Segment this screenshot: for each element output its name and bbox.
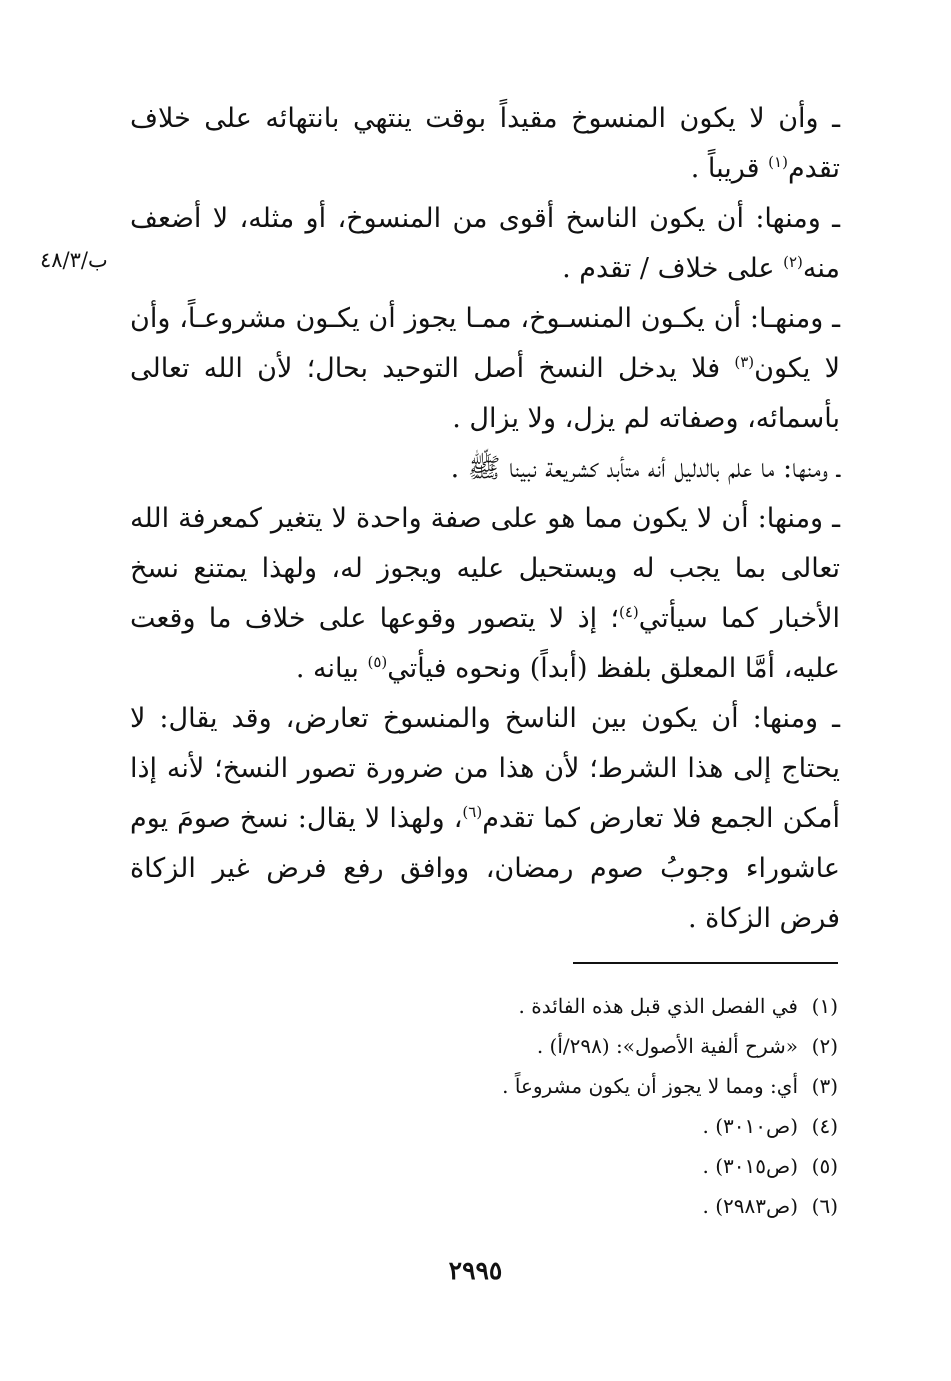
footnote-ref-5[interactable]: (٥) bbox=[367, 653, 388, 671]
footnote-ref-2[interactable]: (٢) bbox=[783, 253, 803, 271]
footnote-4: (٤) (ص٣٠١٠) . bbox=[702, 1114, 838, 1138]
paragraph-4: ـ ومنها: ما علم بالدليل أنه متأبد كشريعة نبينا ﷺ . bbox=[450, 453, 840, 484]
paragraph-6: ـ ومنها: أن يكون بين الناسخ والمنسوخ تعارض، وقد يقال: لا يحتاج إلى هذا الشرط؛ لأن هذا من ضرورة تصور النسخ؛ لأنه إذا أمكن الجمع فلا تعارض كما تقدم$^{(٦)}$، ولهذا لا يقال: نسخ صومَ يوم عاشوراء وجوبُ صوم رمضان، ووافق رفع فرض غير الزكاة فرض الزكاة . bbox=[130, 703, 840, 934]
footnote-ref-1[interactable]: (١) bbox=[768, 153, 788, 171]
footnote-ref-4[interactable]: (٤) bbox=[618, 603, 639, 621]
footnote-1: (١) في الفصل الذي قبل هذه الفائدة . bbox=[518, 994, 838, 1018]
footnote-3: (٣) أي: ومما لا يجوز أن يكون مشروعاً . bbox=[502, 1074, 838, 1098]
page-number: ٢٩٩٥ bbox=[448, 1256, 503, 1285]
footnote-5: (٥) (ص٣٠١٥) . bbox=[702, 1154, 838, 1178]
footnote-6: (٦) (ص٢٩٨٣) . bbox=[702, 1194, 838, 1218]
paragraph-3: ـ ومنهـا: أن يكـون المنسـوخ، ممـا يجوز أن يكـون مشروعـاً، وأن لا يكون$^{(٣)}$ فلا يدخل النسخ أصل التوحيد بحال؛ لأن الله تعالى بأسمائه، وصفاته لم يزل، ولا يزال . bbox=[130, 303, 840, 434]
margin-note: ب/٤٨/٣ bbox=[40, 248, 108, 272]
main-text bbox=[130, 94, 840, 944]
footnote-ref-6[interactable]: (٦) bbox=[462, 803, 483, 821]
footnote-2: (٢) «شرح ألفية الأصول»: (٢٩٨/أ) . bbox=[536, 1034, 838, 1058]
paragraph-1: ـ وأن لا يكون المنسوخ مقيداً بوقت ينتهي بانتهائه على خلاف تقدم$^{(١)}$ قريباً . bbox=[130, 103, 840, 184]
paragraph-5: ـ ومنها: أن لا يكون مما هو على صفة واحدة لا يتغير كمعرفة الله تعالى بما يجب له ويستحيل عليه ويجوز له، ولهذا يمتنع نسخ الأخبار كما سيأتي$^{(٤)}$؛ إذ لا يتصور وقوعها على خلاف ما وقعت عليه، أمَّا المعلق بلفظ (أبداً) ونحوه فيأتي$^{(٥)}$ بيانه . bbox=[130, 503, 841, 684]
footnotes bbox=[238, 986, 838, 1226]
paragraph-2: ـ ومنها: أن يكون الناسخ أقوى من المنسوخ، أو مثله، لا أضعف منه$^{(٢)}$ على خلاف / تقدم . bbox=[130, 203, 840, 284]
footnote-ref-3[interactable]: (٣) bbox=[734, 353, 755, 371]
footnote-separator bbox=[573, 962, 838, 964]
